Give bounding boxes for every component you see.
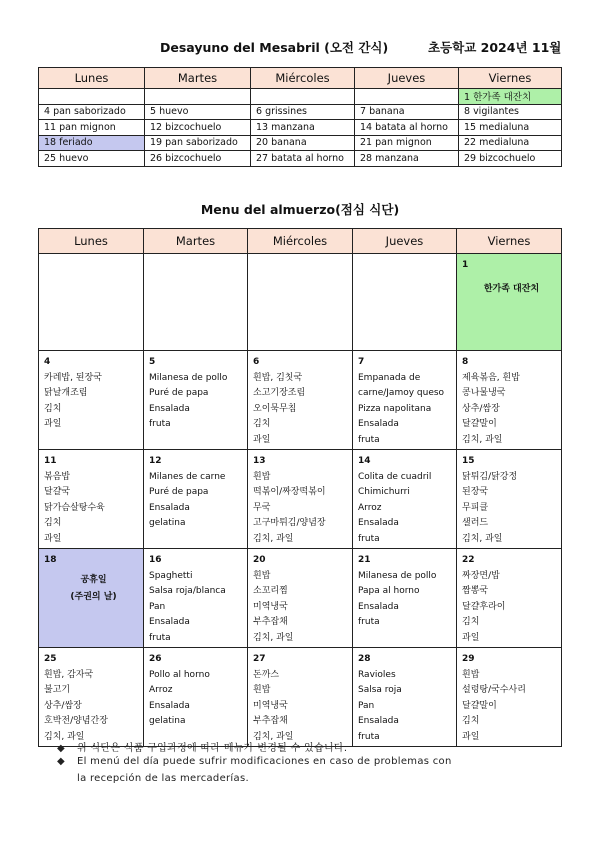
breakfast-cell: 26 bizcochuelo: [145, 151, 251, 167]
lunch-day-cell: [39, 351, 144, 450]
lunch-menu-item: gelatina: [149, 716, 186, 726]
breakfast-cell: 4 pan saborizado: [39, 104, 145, 120]
lunch-menu-item: Pan: [149, 601, 166, 612]
lunch-menu-item: 불고기: [44, 685, 71, 695]
lunch-menu-item: Empanada de: [358, 372, 421, 383]
lunch-menu-item: 김치, 과일: [462, 533, 503, 544]
lunch-menu-item: 김치: [462, 617, 480, 627]
breakfast-row: [39, 104, 562, 120]
breakfast-cell: [145, 89, 251, 105]
lunch-day-number: 8: [462, 357, 469, 367]
lunch-day-cell: [457, 254, 562, 351]
breakfast-cell-holiday: 1 한가족 대잔치: [459, 89, 562, 105]
lunch-day-number: 20: [253, 555, 266, 565]
lunch-menu-item: Spaghetti: [149, 570, 193, 581]
breakfast-cell: 7 banana: [355, 104, 459, 120]
breakfast-cell: 25 huevo: [39, 151, 145, 167]
lunch-day-number: 18: [44, 555, 57, 565]
breakfast-cell-feriado: 18 feriado: [39, 135, 145, 151]
lunch-menu-item: Ensalada: [358, 518, 399, 528]
lunch-day-cell: [144, 351, 248, 450]
lunch-week-row: [39, 351, 562, 450]
lunch-day-cell: [353, 351, 457, 450]
lunch-menu-item: fruta: [358, 731, 380, 742]
lunch-menu-item: Pizza napolitana: [358, 403, 432, 414]
lunch-menu-item: 과일: [253, 434, 271, 445]
lunch-header-martes: Martes: [144, 229, 248, 254]
school-date: 초등학교 2024년 11월: [428, 40, 562, 55]
lunch-menu-item: Ensalada: [149, 502, 190, 513]
lunch-menu-item: Ensalada: [149, 700, 190, 711]
breakfast-cell: 13 manzana: [251, 120, 355, 136]
lunch-menu-item: 달걀후라이: [462, 601, 506, 612]
breakfast-header-martes: Martes: [145, 68, 251, 89]
breakfast-header-miercoles: Miércoles: [251, 68, 355, 89]
breakfast-cell: 27 batata al horno: [251, 151, 355, 167]
note-line-2b: la recepción de las mercaderías.: [77, 773, 249, 784]
lunch-menu-item: 볶음밥: [44, 471, 71, 482]
lunch-holiday-label: 한가족 대잔치: [483, 283, 540, 294]
lunch-menu-item: 김치: [253, 419, 271, 429]
lunch-day-cell: [248, 549, 353, 648]
lunch-menu-item: fruta: [358, 434, 380, 445]
lunch-day-cell: [353, 549, 457, 648]
breakfast-cell: 11 pan mignon: [39, 120, 145, 136]
lunch-menu-item: fruta: [149, 419, 171, 429]
lunch-menu-item: 과일: [462, 731, 480, 742]
lunch-menu-item: 미역냉국: [253, 601, 288, 612]
lunch-day-cell: [248, 351, 353, 450]
note-bullet-icon: ◆: [57, 743, 65, 754]
lunch-day-number: 15: [462, 456, 475, 466]
lunch-menu-item: Salsa roja/blanca: [149, 586, 226, 596]
lunch-menu-item: 과일: [462, 632, 480, 643]
lunch-menu-item: 닭튀김/닭강정: [462, 471, 518, 482]
lunch-menu-item: Ensalada: [149, 617, 190, 627]
lunch-day-number: 4: [44, 357, 51, 367]
lunch-menu-item: 미역냉국: [253, 700, 288, 711]
lunch-day-number: 27: [253, 654, 266, 664]
lunch-menu-item: 흰밥, 김칫국: [253, 372, 303, 383]
breakfast-row: [39, 89, 562, 105]
lunch-menu-item: fruta: [358, 533, 380, 544]
lunch-menu-item: fruta: [149, 632, 171, 643]
breakfast-cell: 22 medialuna: [459, 135, 562, 151]
lunch-day-number: 21: [358, 555, 371, 565]
lunch-menu-item: 흰밥, 감자국: [44, 669, 94, 680]
lunch-week-row: [39, 648, 562, 747]
lunch-day-cell: [144, 450, 248, 549]
lunch-day-number: 6: [253, 357, 260, 367]
lunch-menu-item: 고구마튀김/양념장: [253, 518, 326, 528]
lunch-menu-item: Colita de cuadril: [358, 471, 432, 482]
lunch-menu-item: Ensalada: [358, 419, 399, 429]
breakfast-cell: [355, 89, 459, 105]
lunch-day-cell: [39, 254, 144, 351]
lunch-menu-item: Puré de papa: [149, 487, 209, 497]
lunch-menu-item: 무피클: [462, 502, 489, 513]
lunch-menu-item: Salsa roja: [358, 685, 402, 695]
breakfast-cell: 21 pan mignon: [355, 135, 459, 151]
lunch-menu-item: 달걀국: [44, 487, 71, 497]
lunch-day-cell: [39, 648, 144, 747]
lunch-menu-item: 김치, 과일: [462, 434, 503, 445]
breakfast-header-lunes: Lunes: [39, 68, 145, 89]
lunch-menu-item: 흰밥: [253, 570, 271, 581]
lunch-menu-item: 짬뽕국: [462, 586, 489, 596]
lunch-menu-item: 상추/쌈장: [462, 403, 500, 414]
lunch-day-number: 5: [149, 357, 156, 367]
lunch-menu-item: Arroz: [149, 685, 173, 695]
lunch-menu-item: carne/Jamoy queso: [358, 388, 445, 398]
lunch-menu-item: 설렁탕/국수사리: [462, 685, 526, 695]
lunch-holiday-label: (주권의 날): [70, 592, 117, 602]
lunch-menu-item: 떡볶이/짜장떡볶이: [253, 487, 326, 497]
breakfast-cell: 20 banana: [251, 135, 355, 151]
lunch-menu-item: Papa al horno: [358, 586, 420, 596]
lunch-menu-item: 소고기장조림: [253, 388, 306, 398]
lunch-menu-item: 소꼬리찜: [253, 586, 288, 596]
lunch-menu-item: Pan: [358, 700, 375, 711]
lunch-header-lunes: Lunes: [39, 229, 144, 254]
lunch-menu-item: 샐러드: [462, 518, 489, 528]
breakfast-cell: 28 manzana: [355, 151, 459, 167]
lunch-menu-item: 콩나물냉국: [462, 388, 506, 398]
lunch-menu-item: Milanesa de pollo: [358, 570, 437, 581]
breakfast-header-row: [39, 68, 562, 89]
lunch-day-cell: [353, 254, 457, 351]
breakfast-table: [38, 67, 562, 167]
breakfast-cell: 8 vigilantes: [459, 104, 562, 120]
note-bullet-icon: ◆: [57, 756, 65, 767]
breakfast-header-jueves: Jueves: [355, 68, 459, 89]
lunch-menu-item: Arroz: [358, 502, 382, 513]
breakfast-cell: 29 bizcochuelo: [459, 151, 562, 167]
lunch-menu-item: 닭날개조림: [44, 388, 88, 398]
lunch-day-cell: [248, 254, 353, 351]
lunch-menu-item: 호박전/양념간장: [44, 716, 108, 726]
breakfast-cell: [39, 89, 145, 105]
breakfast-row: [39, 151, 562, 167]
lunch-menu-item: 오이묵무침: [253, 403, 297, 414]
lunch-day-cell: [457, 351, 562, 450]
lunch-menu-item: 달걀말이: [462, 700, 497, 711]
lunch-day-number: 22: [462, 555, 475, 565]
lunch-menu-item: 무국: [253, 502, 271, 513]
lunch-day-number: 7: [358, 357, 365, 367]
lunch-menu-item: 과일: [44, 533, 62, 544]
lunch-menu-item: 부추잡채: [253, 716, 288, 726]
lunch-day-number: 1: [462, 260, 469, 270]
lunch-day-number: 25: [44, 654, 57, 664]
lunch-day-cell: [457, 549, 562, 648]
lunch-day-cell: [353, 648, 457, 747]
lunch-day-cell: [353, 450, 457, 549]
breakfast-cell: 14 batata al horno: [355, 120, 459, 136]
lunch-menu-item: 닭가슴살탕수육: [44, 502, 105, 513]
lunch-menu-item: 흰밥: [253, 685, 271, 695]
lunch-menu-item: 흰밥: [253, 471, 271, 482]
lunch-menu-item: Pollo al horno: [149, 669, 210, 680]
lunch-day-number: 14: [358, 456, 371, 466]
lunch-menu-item: 김치: [44, 403, 62, 414]
breakfast-cell: 15 medialuna: [459, 120, 562, 136]
note-spanish-cont: [57, 773, 249, 784]
breakfast-header-viernes: Viernes: [459, 68, 562, 89]
lunch-day-cell: [39, 549, 144, 648]
lunch-menu-item: 돈까스: [253, 669, 280, 680]
lunch-day-number: 11: [44, 456, 57, 466]
lunch-menu-item: Chimichurri: [358, 487, 410, 497]
lunch-day-number: 28: [358, 654, 371, 664]
lunch-menu-item: 김치, 과일: [253, 533, 294, 544]
breakfast-cell: 12 bizcochuelo: [145, 120, 251, 136]
breakfast-cell: 5 huevo: [145, 104, 251, 120]
lunch-week-row: [39, 549, 562, 648]
lunch-menu-item: 김치: [44, 518, 62, 528]
lunch-menu-item: Ensalada: [358, 716, 399, 726]
lunch-week-row: [39, 254, 562, 351]
lunch-day-number: 13: [253, 456, 266, 466]
lunch-menu-item: 된장국: [462, 487, 489, 497]
lunch-menu-item: fruta: [358, 617, 380, 627]
lunch-holiday-label: 공휴일: [80, 574, 107, 585]
lunch-menu-item: Milanesa de pollo: [149, 372, 228, 383]
lunch-menu-item: Milanes de carne: [149, 471, 226, 482]
breakfast-cell: 6 grissines: [251, 104, 355, 120]
lunch-title: Menu del almuerzo(점심 식단): [200, 202, 400, 217]
lunch-header-row: [39, 229, 562, 254]
lunch-header-miercoles: Miércoles: [248, 229, 353, 254]
note-line-1: 위 식단은 식품 구입과정에 따라 메뉴가 변경될 수 있습니다.: [77, 743, 348, 754]
breakfast-title: Desayuno del Mesabril (오전 간식): [160, 40, 389, 55]
lunch-menu-item: 김치, 과일: [253, 632, 294, 643]
lunch-menu-item: 김치, 과일: [253, 731, 294, 742]
breakfast-cell: [251, 89, 355, 105]
lunch-day-cell: [144, 648, 248, 747]
lunch-day-number: 12: [149, 456, 162, 466]
lunch-day-number: 26: [149, 654, 162, 664]
lunch-day-cell: [248, 450, 353, 549]
lunch-day-cell: [248, 648, 353, 747]
lunch-week-row: [39, 450, 562, 549]
lunch-menu-item: 달걀말이: [462, 419, 497, 429]
breakfast-row: [39, 135, 562, 151]
lunch-menu-item: Ensalada: [149, 403, 190, 414]
breakfast-cell: 19 pan saborizado: [145, 135, 251, 151]
lunch-day-cell: [457, 450, 562, 549]
lunch-menu-item: 부추잡채: [253, 617, 288, 627]
lunch-menu-item: 짜장면/밥: [462, 570, 500, 581]
lunch-menu-item: gelatina: [149, 518, 186, 528]
lunch-day-number: 29: [462, 654, 475, 664]
note-korean: [57, 739, 347, 754]
lunch-menu-item: 김치: [462, 716, 480, 726]
lunch-day-cell: [144, 254, 248, 351]
lunch-header-jueves: Jueves: [353, 229, 457, 254]
lunch-menu-item: 카레밥, 된장국: [44, 372, 102, 383]
lunch-menu-item: Puré de papa: [149, 388, 209, 398]
lunch-day-number: 16: [149, 555, 162, 565]
note-spanish: [57, 756, 452, 767]
lunch-menu-item: Ravioles: [358, 669, 396, 680]
lunch-table: [38, 228, 562, 747]
note-line-2a: El menú del día puede sufrir modificaciones en caso de problemas con: [77, 756, 452, 767]
lunch-menu-item: 과일: [44, 419, 62, 429]
lunch-day-cell: [39, 450, 144, 549]
lunch-menu-item: 제육볶음, 흰밥: [462, 372, 520, 383]
lunch-header-viernes: Viernes: [457, 229, 562, 254]
breakfast-row: [39, 120, 562, 136]
lunch-menu-item: 흰밥: [462, 669, 480, 680]
lunch-menu-item: 김치, 과일: [44, 731, 85, 742]
lunch-day-cell: [144, 549, 248, 648]
lunch-menu-item: 상추/쌈장: [44, 700, 82, 711]
lunch-day-cell: [457, 648, 562, 747]
lunch-menu-item: Ensalada: [358, 601, 399, 612]
